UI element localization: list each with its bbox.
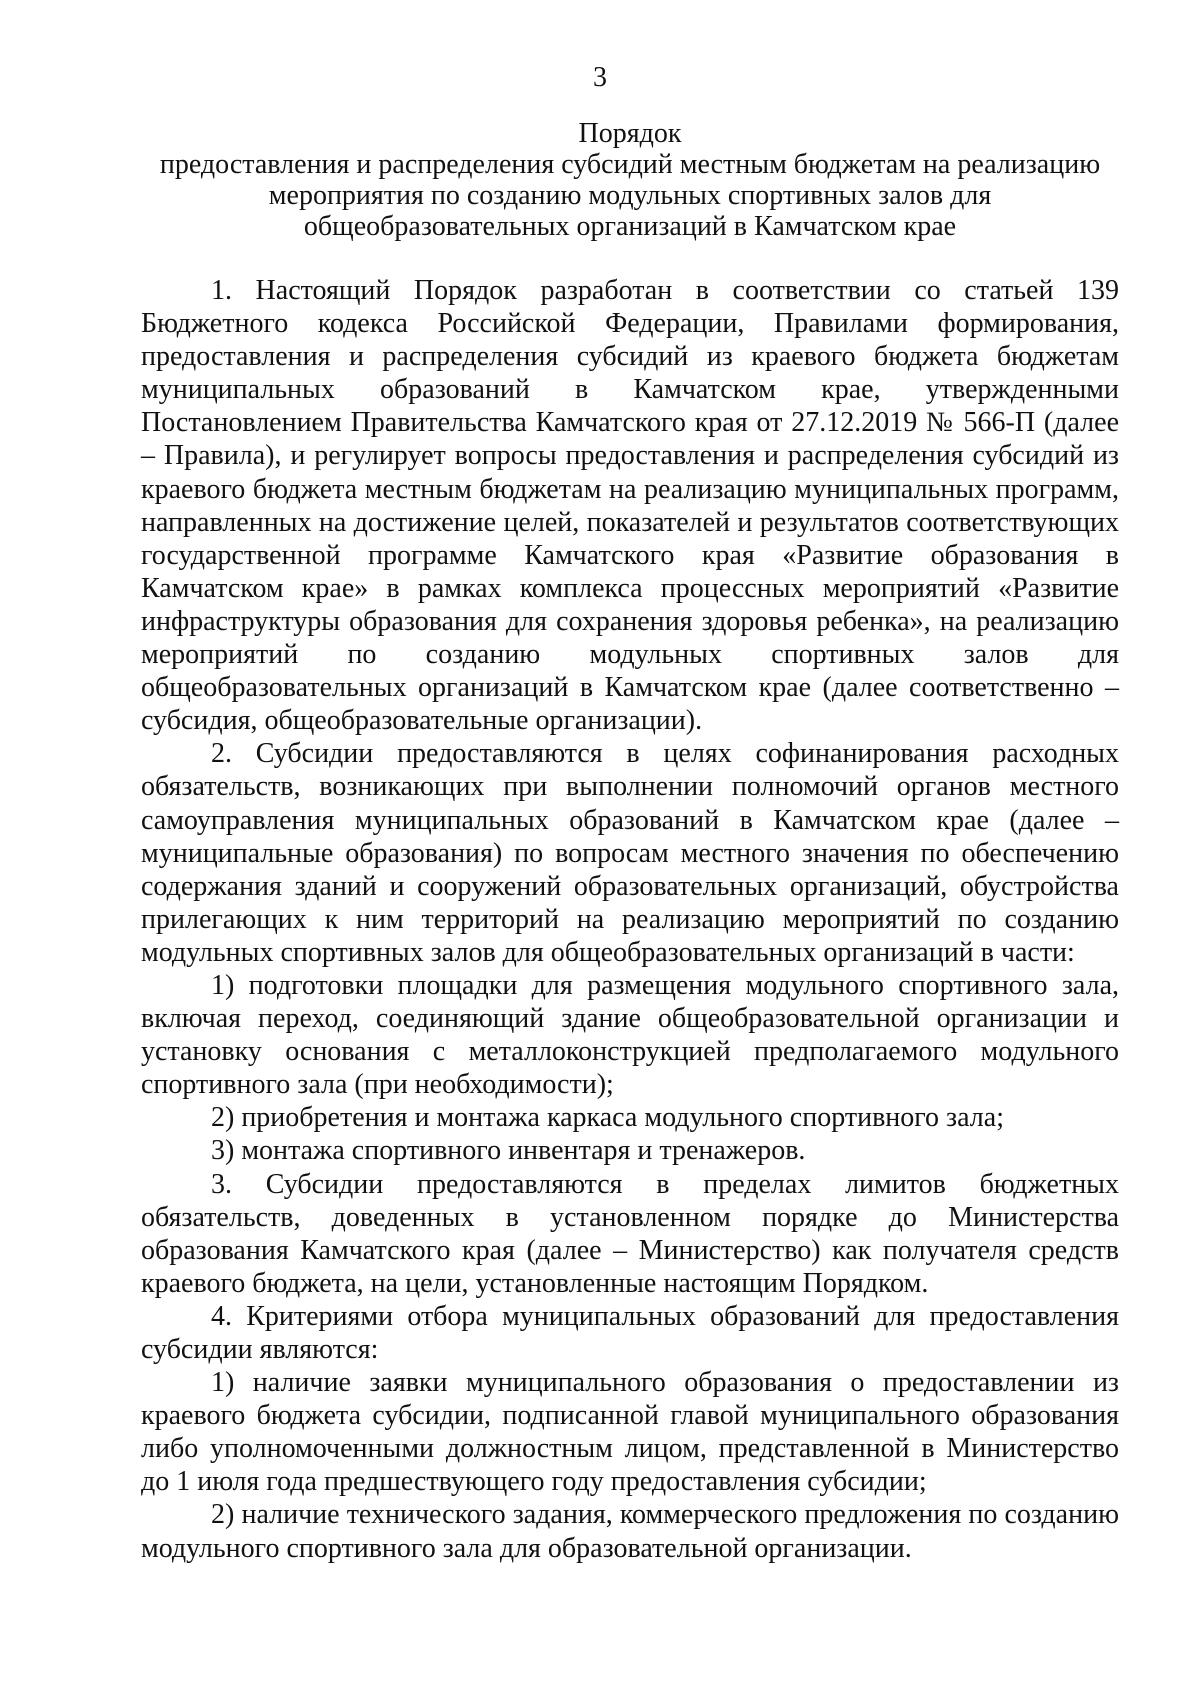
document-body	[141, 274, 1119, 1565]
paragraph-1: 1. Настоящий Порядок разработан в соответствии со статьей 139 Бюджетного кодекса Российской Федерации, Правилами формирования, предоставления и распределения субсидий из краевого бюджета бюджетам муниципальных образований в Камчатском крае, утвержденными Постановлением Правительства Камчатского края от 27.12.2019 № 566-П (далее – Правила), и регулирует вопросы предоставления и распределения субсидий из краевого бюджета местным бюджетам на реализацию муниципальных программ, направленных на достижение целей, показателей и результатов соответствующих государственной программе Камчатского края «Развитие образования в Камчатском крае» в рамках комплекса процессных мероприятий «Развитие инфраструктуры образования для сохранения здоровья ребенка», на реализацию мероприятий по созданию модульных спортивных залов для общеобразовательных организаций в Камчатском крае (далее соответственно – субсидия, общеобразовательные организации).	[141, 275, 1119, 737]
title-heading: Порядок	[578, 118, 682, 149]
paragraph-4-item-1: 1) наличие заявки муниципального образования о предоставлении из краевого бюджета субсидии, подписанной главой муниципального образования либо уполномоченными должностным лицом, представленной в Министерство до 1 июля года предшествующего году предоставления субсидии;	[141, 1367, 1119, 1498]
title-line: мероприятия по созданию модульных спортивных залов для	[268, 180, 992, 211]
paragraph-2-item-1: 1) подготовки площадки для размещения модульного спортивного зала, включая переход, соединяющий здание общеобразовательной организации и установку основания с металлоконструкцией предполагаемого модульного спортивного зала (при необходимости);	[141, 969, 1119, 1101]
paragraph-4: 4. Критериями отбора муниципальных образований для предоставления субсидии являются:	[141, 1300, 1119, 1365]
paragraph-2: 2. Субсидии предоставляются в целях софинанирования расходных обязательств, возникающих при выполнении полномочий органов местного самоуправления муниципальных образований в Камчатском крае (далее – муниципальные образования) по вопросам местного значения по обеспечению содержания зданий и сооружений образовательных организаций, обустройства прилегающих к ним территорий на реализацию мероприятий по созданию модульных спортивных залов для общеобразовательных организаций в части:	[141, 738, 1119, 968]
document-title	[140, 118, 1120, 242]
paragraph-4-item-2: 2) наличие технического задания, коммерческого предложения по созданию модульного спортивного зала для образовательной организации.	[141, 1499, 1119, 1564]
paragraph-2-item-2: 2) приобретения и монтажа каркаса модульного спортивного зала;	[211, 1102, 1004, 1134]
title-line: предоставления и распределения субсидий местным бюджетам на реализацию	[159, 149, 1101, 180]
paragraph-3: 3. Субсидии предоставляются в пределах лимитов бюджетных обязательств, доведенных в установленном порядке до Министерства образования Камчатского края (далее – Министерство) как получателя средств краевого бюджета, на цели, установленные настоящим Порядком.	[141, 1168, 1119, 1299]
title-line: общеобразовательных организаций в Камчатском крае	[303, 211, 957, 242]
paragraph-2-item-3: 3) монтажа спортивного инвентаря и тренажеров.	[211, 1135, 806, 1167]
page-number: 3	[593, 62, 607, 93]
